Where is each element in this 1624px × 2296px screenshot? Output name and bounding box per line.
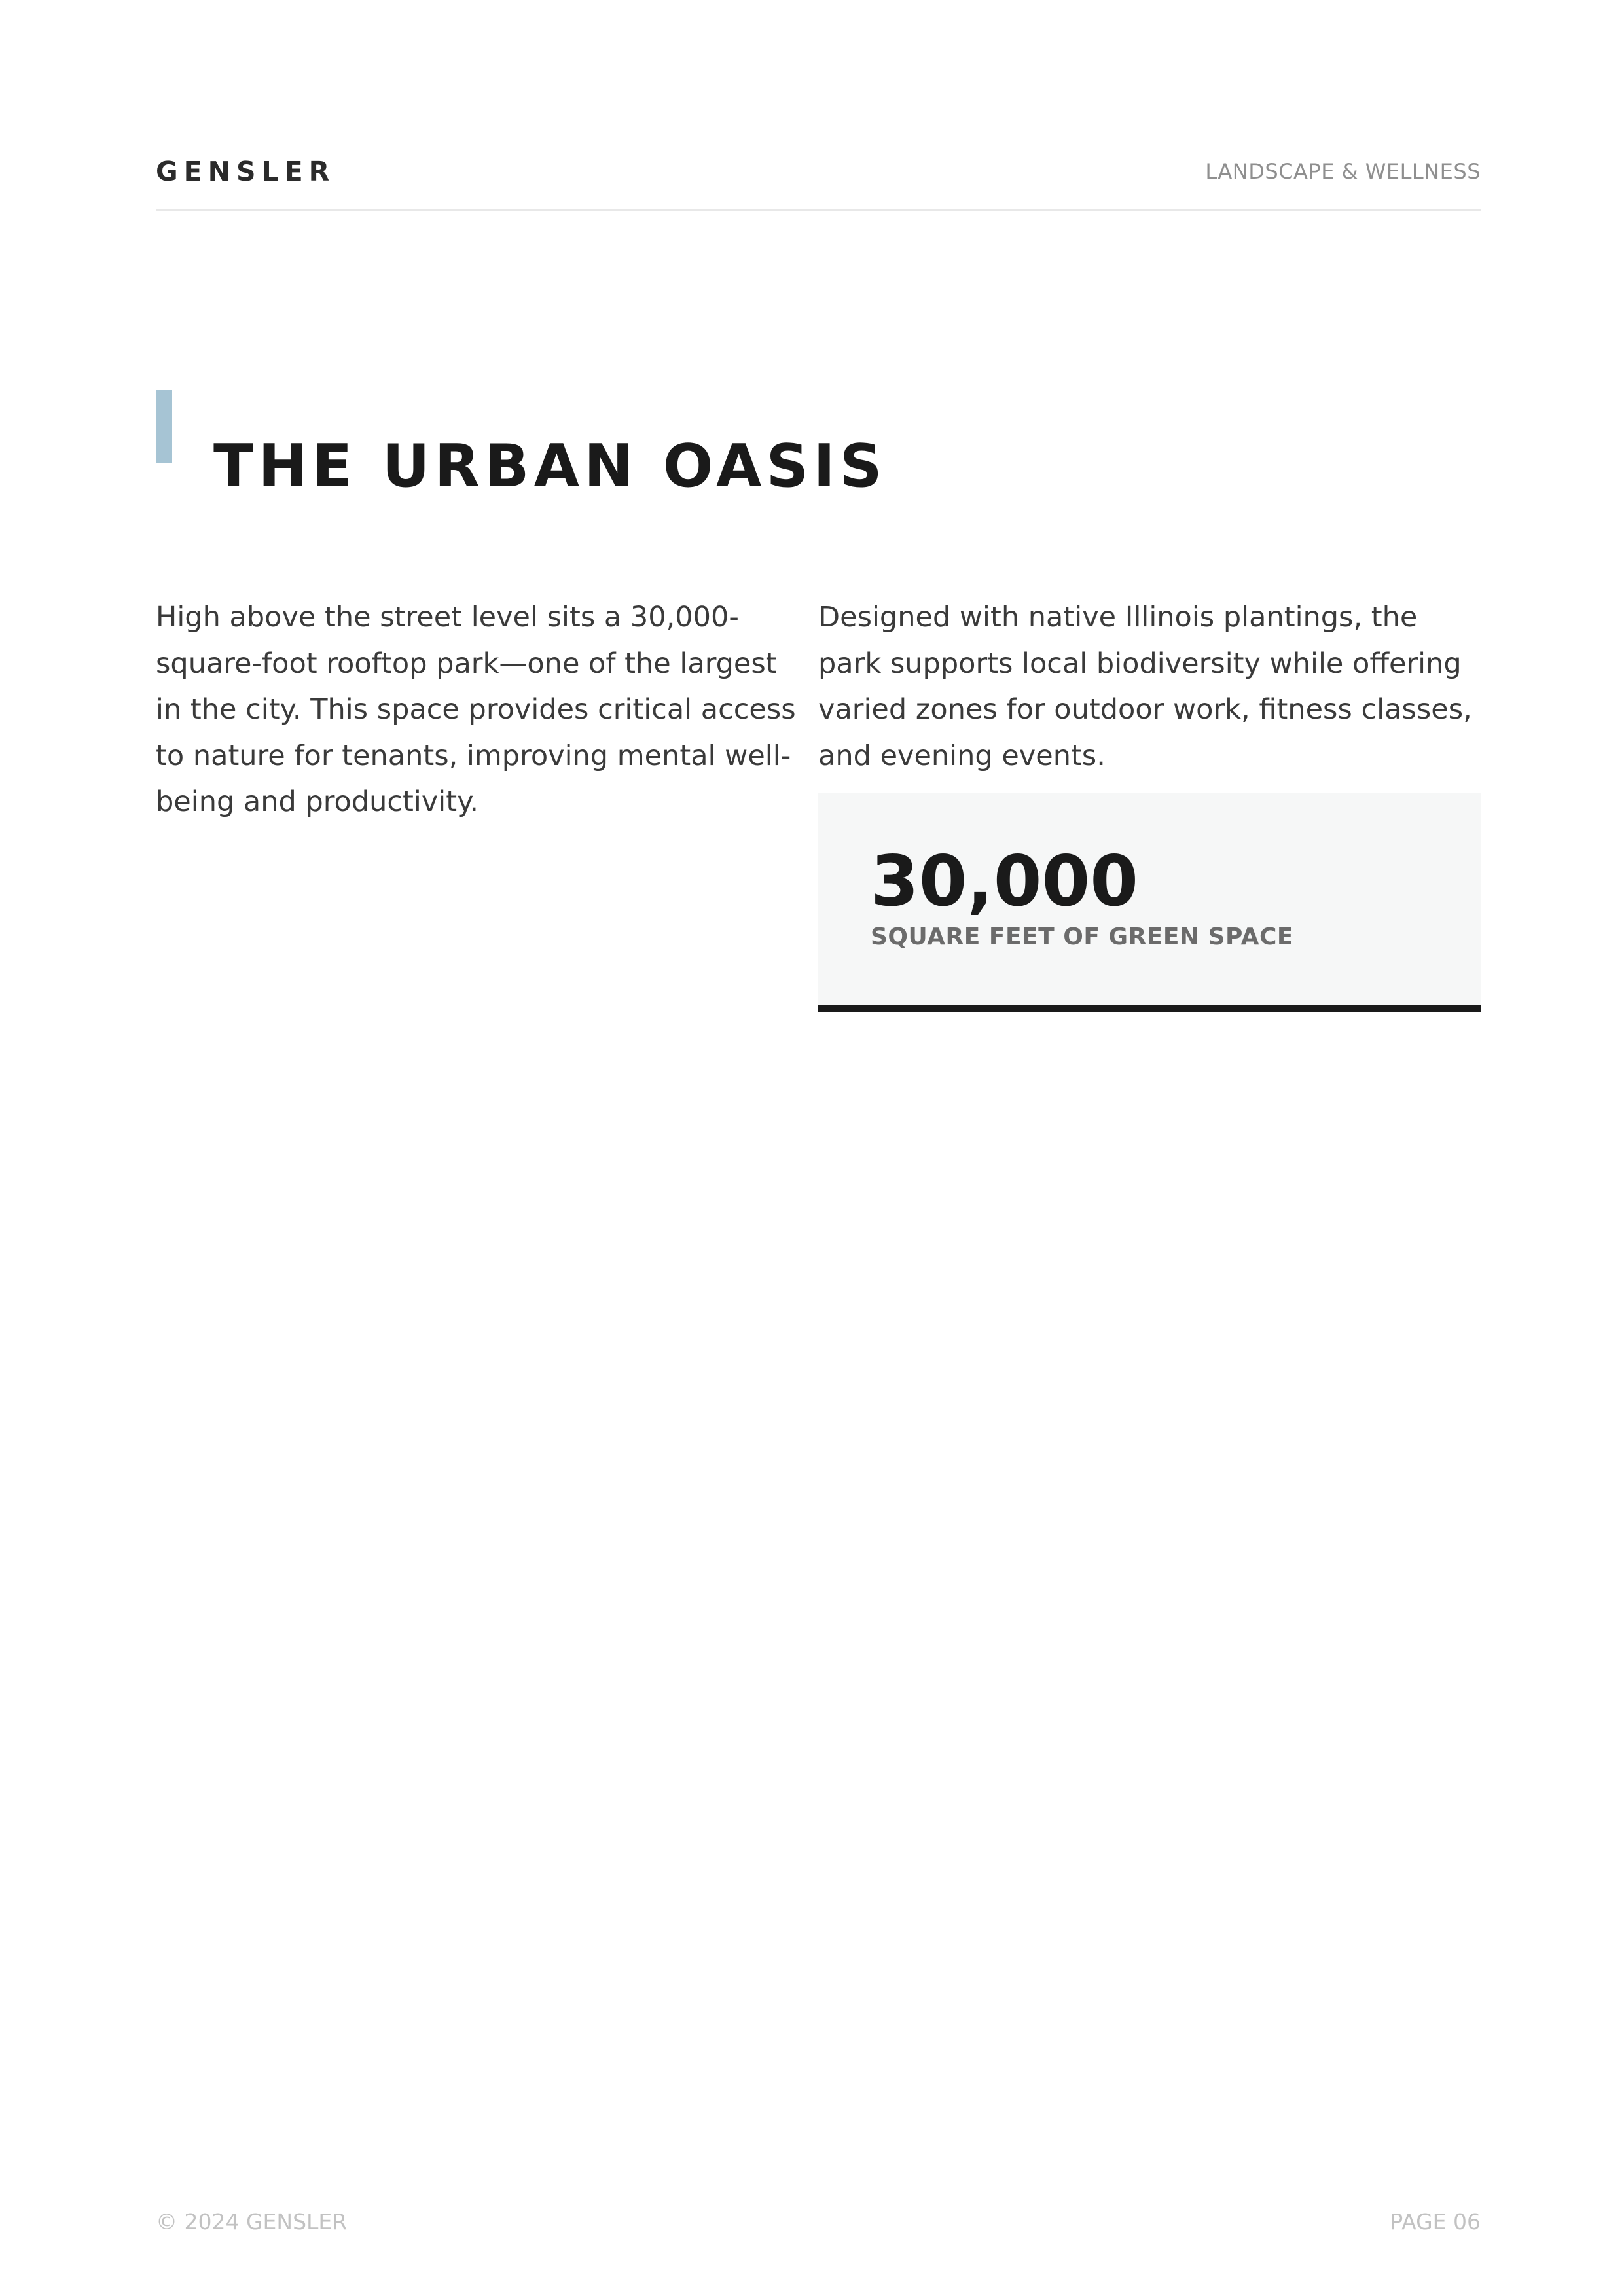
stat-card (818, 793, 1481, 1012)
body-paragraph-left: High above the street level sits a 30,000-square-foot rooftop park—one of the largest in the city. This space provides critical access to nature for tenants, improving mental well-being and productivity. (156, 601, 796, 818)
page-header (156, 148, 1481, 211)
section-label: LANDSCAPE & WELLNESS (1205, 159, 1481, 184)
stat-label: SQUARE FEET OF GREEN SPACE (871, 924, 1293, 950)
title-accent-bar (156, 390, 172, 463)
brand-wordmark: GENSLER (156, 156, 336, 187)
footer-page-number: PAGE 06 (1390, 2209, 1481, 2234)
footer-copyright: © 2024 GENSLER (156, 2209, 348, 2234)
page-title: THE URBAN OASIS (213, 432, 887, 501)
stat-value: 30,000 (871, 841, 1139, 922)
body-paragraph-right: Designed with native Illinois plantings, the park supports local biodiversity while offering varied zones for outdoor work, fitness classes, and evening events. (818, 601, 1472, 772)
